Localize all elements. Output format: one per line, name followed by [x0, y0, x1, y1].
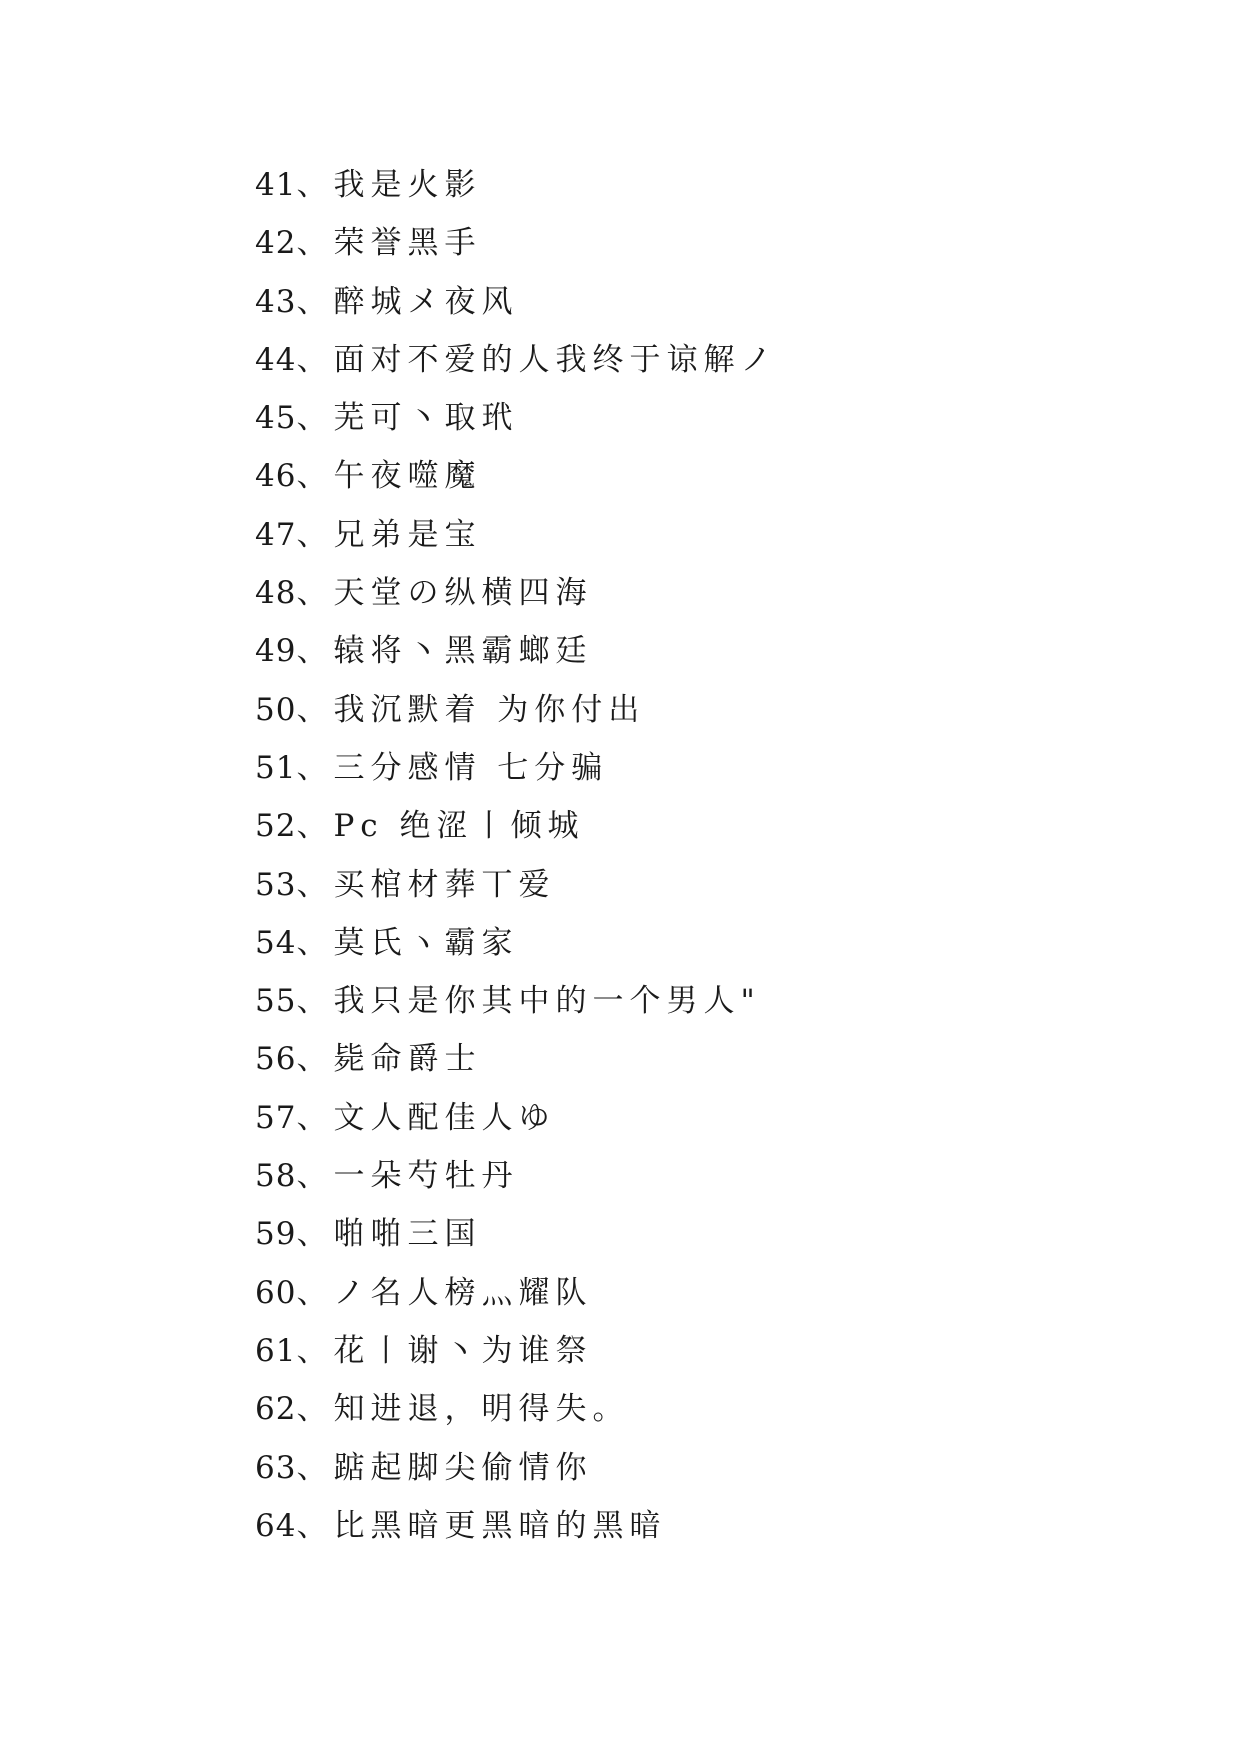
list-item: [255, 564, 777, 622]
item-separator: 、: [296, 808, 334, 845]
item-number: 47: [255, 516, 297, 553]
list-item: [255, 506, 777, 564]
name-list: [255, 156, 777, 1555]
item-separator: 、: [296, 1332, 334, 1369]
item-separator: 、: [296, 749, 334, 786]
item-text: 我沉默着 为你付出: [333, 691, 646, 728]
item-number: 42: [255, 225, 297, 262]
item-number: 43: [255, 283, 297, 320]
item-text: 知进退，明得失。: [333, 1391, 630, 1428]
item-number: 49: [255, 633, 297, 670]
item-separator: 、: [296, 1391, 334, 1428]
item-text: 荣誉黑手: [333, 225, 482, 262]
item-separator: 、: [296, 1274, 334, 1311]
list-item: [255, 681, 777, 739]
list-item: [255, 1322, 777, 1380]
list-item: [255, 972, 777, 1030]
item-number: 59: [255, 1216, 297, 1253]
list-item: [255, 447, 777, 505]
item-separator: 、: [296, 341, 334, 378]
list-item: [255, 331, 777, 389]
list-item: [255, 1030, 777, 1088]
list-item: [255, 739, 777, 797]
list-item: [255, 1439, 777, 1497]
item-separator: 、: [296, 575, 334, 612]
item-text: 莫氏ヽ霸家: [333, 924, 519, 961]
item-number: 46: [255, 458, 297, 495]
list-item: [255, 273, 777, 331]
item-text: 买棺材葬丅爱: [333, 866, 556, 903]
item-separator: 、: [296, 1449, 334, 1486]
item-text: Pc 绝涩丨倾城: [333, 808, 585, 845]
item-number: 60: [255, 1274, 297, 1311]
item-text: 芜可丶取玳: [333, 400, 519, 437]
list-item: [255, 797, 777, 855]
list-item: [255, 622, 777, 680]
list-item: [255, 1380, 777, 1438]
item-text: ノ名人榜灬耀队: [333, 1274, 593, 1311]
item-separator: 、: [296, 633, 334, 670]
item-number: 53: [255, 866, 297, 903]
item-text: 踮起脚尖偷情你: [333, 1449, 593, 1486]
item-separator: 、: [296, 1507, 334, 1544]
item-separator: 、: [296, 983, 334, 1020]
item-separator: 、: [296, 1158, 334, 1195]
item-number: 63: [255, 1449, 297, 1486]
item-text: 天堂の纵横四海: [333, 575, 593, 612]
item-separator: 、: [296, 924, 334, 961]
item-text: 我只是你其中的一个男人": [333, 983, 761, 1020]
item-text: 文人配佳人ゆ: [333, 1099, 556, 1136]
item-number: 41: [255, 167, 297, 203]
item-number: 61: [255, 1332, 297, 1369]
list-item: [255, 1264, 777, 1322]
item-number: 44: [255, 341, 297, 378]
list-item: [255, 1205, 777, 1263]
item-separator: 、: [296, 283, 334, 320]
item-separator: 、: [296, 458, 334, 495]
item-number: 48: [255, 575, 297, 612]
list-item: [255, 156, 777, 214]
item-separator: 、: [296, 516, 334, 553]
item-number: 62: [255, 1391, 297, 1428]
item-text: 面对不爱的人我终于谅解ノ: [333, 341, 778, 378]
list-item: [255, 214, 777, 272]
item-number: 50: [255, 691, 297, 728]
item-number: 64: [255, 1507, 297, 1544]
item-text: 花丨谢丶为谁祭: [333, 1332, 593, 1369]
item-text: 三分感情 七分骗: [333, 749, 609, 786]
item-text: 辕将丶黑霸螂廷: [333, 633, 593, 670]
item-separator: 、: [296, 1099, 334, 1136]
item-number: 51: [255, 749, 297, 786]
item-text: 一朵芍牡丹: [333, 1158, 519, 1195]
item-separator: 、: [296, 225, 334, 262]
item-separator: 、: [296, 167, 334, 203]
item-text: 我是火影: [333, 167, 482, 203]
list-item: [255, 1089, 777, 1147]
item-number: 54: [255, 924, 297, 961]
item-number: 52: [255, 808, 297, 845]
item-separator: 、: [296, 691, 334, 728]
item-number: 55: [255, 983, 297, 1020]
item-separator: 、: [296, 1216, 334, 1253]
item-number: 57: [255, 1099, 297, 1136]
item-separator: 、: [296, 400, 334, 437]
item-separator: 、: [296, 866, 334, 903]
item-text: 午夜噬魔: [333, 458, 482, 495]
list-item: [255, 1147, 777, 1205]
list-item: [255, 856, 777, 914]
item-text: 比黑暗更黑暗的黑暗: [333, 1507, 667, 1544]
item-text: 兄弟是宝: [333, 516, 482, 553]
item-text: 毙命爵士: [333, 1041, 482, 1078]
list-item: [255, 1497, 777, 1555]
item-number: 45: [255, 400, 297, 437]
item-number: 56: [255, 1041, 297, 1078]
list-item: [255, 914, 777, 972]
item-text: 醉城メ夜风: [333, 283, 519, 320]
list-item: [255, 389, 777, 447]
item-number: 58: [255, 1158, 297, 1195]
item-separator: 、: [296, 1041, 334, 1078]
item-text: 啪啪三国: [333, 1216, 482, 1253]
